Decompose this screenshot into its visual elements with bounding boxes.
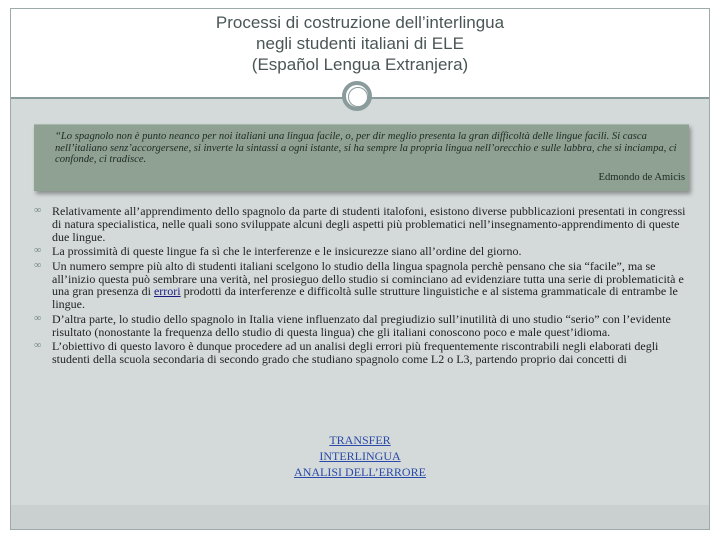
list-item bbox=[34, 245, 692, 258]
bullet-icon: ∞ bbox=[34, 259, 42, 271]
title-line: negli studenti italiani di ELE bbox=[256, 34, 464, 53]
bullet-text-pre: Un numero sempre più alto di studenti italiani scelgono lo studio della lingua spagnola perchè pensano che sia “facile”, ma se all’inizio questa può sembrare una verità, nel prosieguo dello studio si cominciano ad evidenziare tutta una serie di problematicità e una gran presenza di bbox=[52, 258, 684, 299]
bullet-text: L’obiettivo di questo lavoro è dunque procedere ad un analisi degli errori più frequentemente riscontrabili negli elaborati degli studenti della scuola secondaria di secondo grado che studiano spagnolo come L2 o L3, partendo proprio dai concetti di bbox=[52, 339, 659, 366]
interlingua-link[interactable]: INTERLINGUA bbox=[319, 449, 401, 463]
errori-link[interactable]: errori bbox=[153, 284, 181, 299]
title-line: Processi di costruzione dell’interlingua bbox=[215, 13, 505, 32]
quote-author: Edmondo de Amicis bbox=[598, 172, 685, 183]
quote-text: “Lo spagnolo non è punto neanco per noi italiani una lingua facile, o, per dir meglio presenta la gran difficoltà delle lingue facili. Si casca nell’italiano senz’accorgersene, si inverte la sintassi a ogni istante, si ha sempre la propria lingua nell’orecchio e sulle labbra, che si inciampa, ci confonde, ci tradisce. bbox=[55, 131, 677, 165]
list-item bbox=[34, 340, 692, 366]
list-item bbox=[34, 260, 692, 312]
bullet-icon: ∞ bbox=[34, 312, 42, 324]
bullet-text-post: prodotti da interferenze e difficoltà sulle strutture linguistiche e al sistema grammaticale di entrambe le lingue. bbox=[52, 284, 678, 312]
ring-decoration-icon bbox=[342, 81, 372, 111]
analisi-errore-link[interactable]: ANALISI DELL’ERRORE bbox=[294, 465, 426, 479]
title-line: (Español Lengua Extranjera) bbox=[251, 55, 469, 74]
transfer-link[interactable]: TRANSFER bbox=[329, 433, 391, 447]
bullet-text: D’altra parte, lo studio dello spagnolo in Italia viene influenzato dal pregiudizio sull’inutilità di uno studio “serio” con l’evidente risultato (nonostante la frequenza dello studio di questa lingua) che gli italiani conoscono poco e male quest’idioma. bbox=[52, 311, 671, 339]
bullet-list bbox=[34, 205, 692, 367]
bullet-icon: ∞ bbox=[34, 245, 42, 257]
bullet-text: La prossimità di queste lingue fa sì che le interferenze e le insicurezze siano all’ordine del giorno. bbox=[52, 244, 522, 259]
bullet-text: Relativamente all’apprendimento dello spagnolo da parte di studenti italofoni, esistono diverse pubblicazioni presentati in congressi di natura specialistica, nelle quali sono sviluppate alcuni degli aspetti più problematici nell’insegnamento-apprendimento di queste due lingue. bbox=[52, 204, 686, 244]
list-item bbox=[34, 205, 692, 244]
concept-links bbox=[0, 432, 720, 480]
slide-title bbox=[11, 12, 709, 75]
bullet-icon: ∞ bbox=[34, 205, 42, 216]
bullet-icon: ∞ bbox=[34, 340, 42, 352]
list-item bbox=[34, 313, 692, 339]
